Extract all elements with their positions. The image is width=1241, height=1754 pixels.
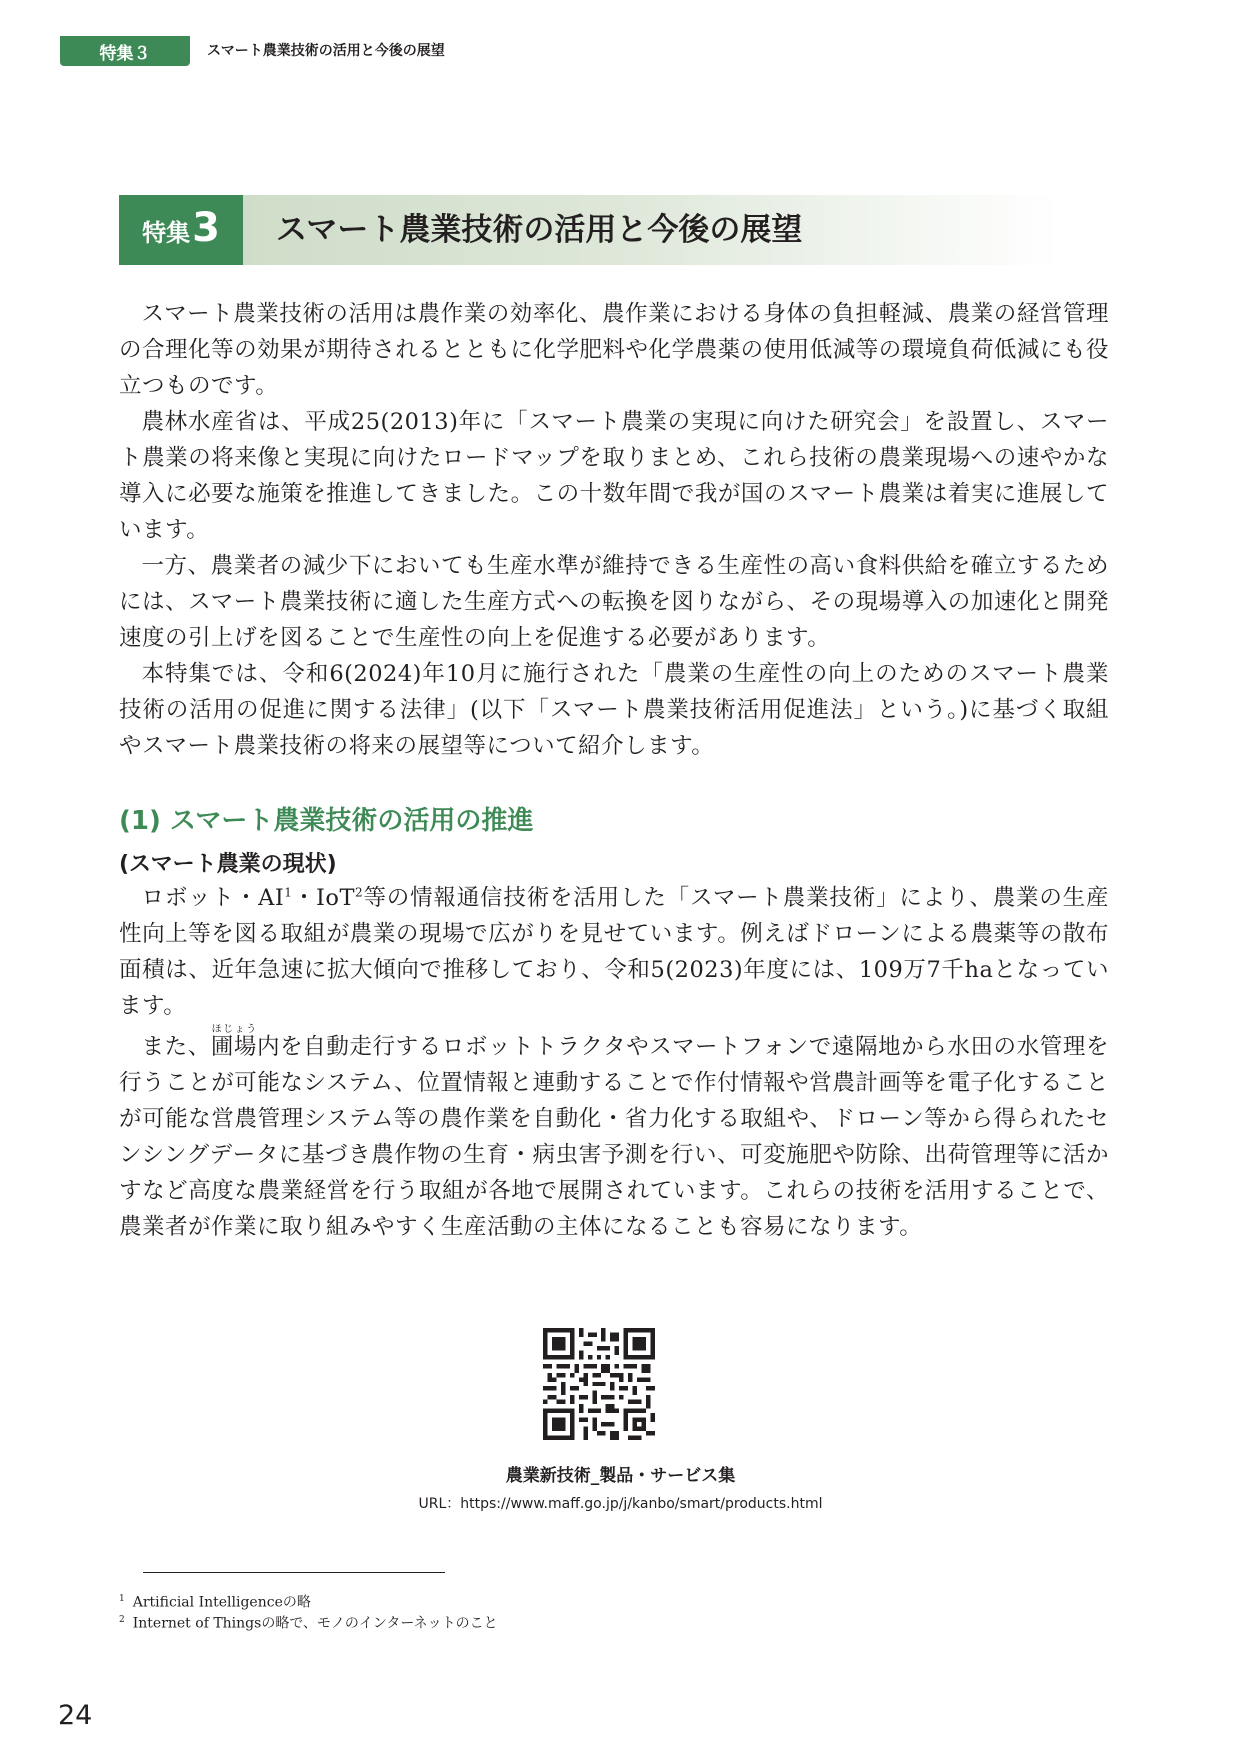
footnote-2: [119, 1610, 498, 1634]
intro-text: [119, 296, 1109, 764]
ruby-text: ほじょう: [210, 1024, 257, 1035]
section-heading: (1) スマート農業技術の活用の推進: [119, 806, 534, 836]
text-run: 内を自動走行するロボットトラクタやスマートフォンで遠隔地から水田の水管理を行うことが可能なシステム、位置情報と連動することで作付情報や営農計画等を電子化することが可能な営農管理システム等の農作業を自動化・省力化する取組や、ドローン等から得られたセンシングデータに基づき農作物の生育・病虫害予測を行い、可変施肥や防除、出荷管理等に活かすなど高度な農業経営を行う取組が各地で展開されています。これらの技術を活用することで、農業者が作業に取り組みやすく生産活動の主体になることも容易になります。: [119, 1034, 1109, 1240]
footnote-number: 2: [119, 1615, 125, 1625]
text-run: ロボット・AI: [141, 885, 285, 911]
feature-title-banner: [119, 195, 1059, 265]
feature-badge: [119, 195, 243, 265]
section-paragraph-2: [119, 1024, 1109, 1245]
intro-paragraph-1: スマート農業技術の活用は農作業の効率化、農作業における身体の負担軽減、農業の経営管理の合理化等の効果が期待されるとともに化学肥料や化学農薬の使用低減等の環境負荷低減にも役立つものです。: [119, 301, 1109, 399]
section-paragraph-1: [119, 880, 1109, 1024]
qr-url[interactable]: URL：https://www.maff.go.jp/j/kanbo/smart/products.html: [418, 1496, 823, 1512]
page-title: スマート農業技術の活用と今後の展望: [276, 212, 803, 248]
footnote-divider: [143, 1572, 445, 1573]
text-run: 等の情報通信技術を活用した「スマート農業技術」により、農業の生産性向上等を図る取組が農業の現場で広がりを見せています。例えばドローンによる農薬等の散布面積は、近年急速に拡大傾向で推移しており、令和5(2023)年度には、109万7千haとなっています。: [119, 885, 1109, 1019]
section-text: [119, 880, 1109, 1245]
sub-heading: (スマート農業の現状): [119, 852, 337, 877]
page-number: 24: [58, 1700, 93, 1731]
ruby-annotation: [210, 1024, 258, 1060]
ruby-base: 圃場: [210, 1034, 258, 1060]
running-title: スマート農業技術の活用と今後の展望: [207, 43, 445, 59]
footnote-text: Internet of Thingsの略で、モノのインターネットのこと: [132, 1615, 498, 1632]
qr-code[interactable]: [543, 1328, 655, 1440]
intro-paragraph-3: 一方、農業者の減少下においても生産水準が維持できる生産性の高い食料供給を確立するためには、スマート農業技術に適した生産方式への転換を図りながら、その現場導入の加速化と開発速度の引上げを図ることで生産性の向上を促進する必要があります。: [119, 553, 1109, 651]
header-section-label: 特集３: [99, 43, 151, 64]
feature-badge-label: 特集: [142, 219, 191, 247]
text-run: ・IoT: [292, 885, 355, 911]
intro-paragraph-4: 本特集では、令和6(2024)年10月に施行された「農業の生産性の向上のためのスマート農業技術の活用の促進に関する法律」(以下「スマート農業技術活用促進法」という。)に基づく取組やスマート農業技術の将来の展望等について紹介します。: [119, 661, 1109, 759]
header-section-tab: [60, 36, 190, 66]
footnote-text: Artificial Intelligenceの略: [132, 1594, 311, 1611]
footnote-number: 1: [119, 1594, 125, 1604]
footnote-ref-2[interactable]: 2: [354, 885, 364, 900]
qr-caption: 農業新技術_製品・サービス集: [505, 1466, 736, 1486]
feature-badge-number: 3: [192, 205, 220, 251]
footnote-ref-1[interactable]: 1: [284, 885, 293, 900]
intro-paragraph-2: 農林水産省は、平成25(2013)年に「スマート農業の実現に向けた研究会」を設置し、スマート農業の将来像と実現に向けたロードマップを取りまとめ、これら技術の農業現場への速やかな導入に必要な施策を推進してきました。この十数年間で我が国のスマート農業は着実に進展しています。: [119, 409, 1109, 543]
text-run: また、: [141, 1034, 211, 1060]
